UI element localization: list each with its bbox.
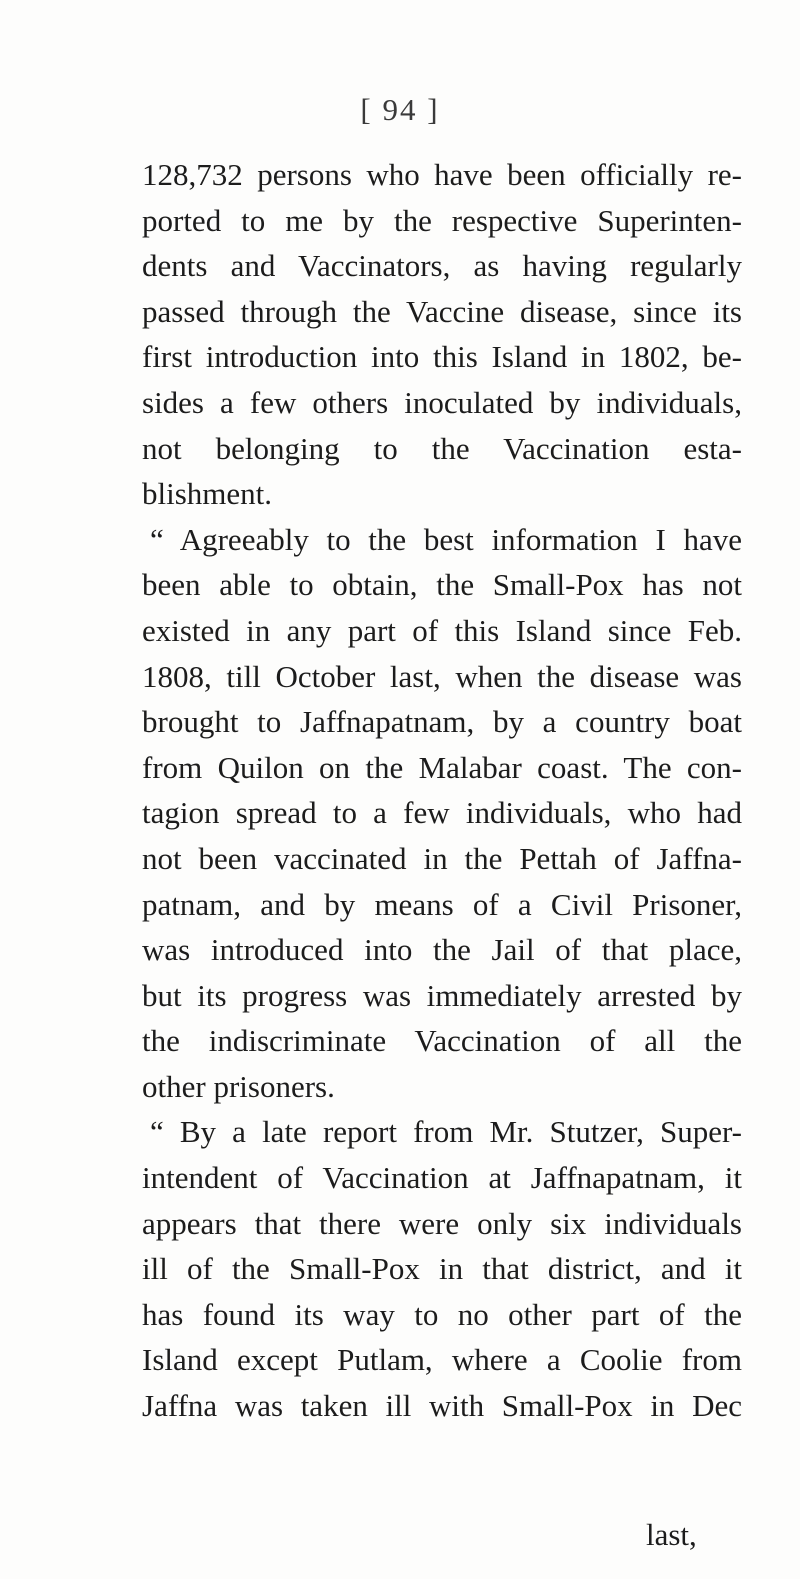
- text-line: appears that there were only six individuals: [142, 1205, 742, 1241]
- text-line: 1808, till October last, when the disease was: [142, 658, 742, 694]
- text-line: sides a few others inoculated by individuals,: [142, 384, 742, 420]
- text-line: ported to me by the respective Superinten-: [142, 202, 742, 238]
- text-line: been able to obtain, the Small-Pox has not: [142, 567, 742, 603]
- text-line: 128,732 persons who have been officially re-: [142, 157, 742, 192]
- text-line: has found its way to no other part of the: [142, 1296, 742, 1332]
- text-line: but its progress was immediately arrested by: [142, 977, 742, 1013]
- text-line: the indiscriminate Vaccination of all the: [142, 1023, 742, 1059]
- text-line: patnam, and by means of a Civil Prisoner,: [142, 886, 742, 922]
- text-line: existed in any part of this Island since Feb.: [142, 612, 742, 648]
- text-line: brought to Jaffnapatnam, by a country boat: [142, 704, 742, 740]
- text-line: Jaffna was taken ill with Small-Pox in Dec: [142, 1388, 742, 1424]
- text-line: first introduction into this Island in 1802, be-: [142, 339, 742, 375]
- text-line: not belonging to the Vaccination esta-: [142, 430, 742, 466]
- text-line: dents and Vaccinators, as having regularly: [142, 248, 742, 284]
- text-line: tagion spread to a few individuals, who had: [142, 795, 742, 831]
- text-line: passed through the Vaccine disease, since its: [142, 293, 742, 329]
- body-text: [142, 152, 742, 1429]
- text-line: “ Agreeably to the best information I have: [150, 521, 742, 557]
- text-line: Island except Putlam, where a Coolie from: [142, 1342, 742, 1378]
- text-line: intendent of Vaccination at Jaffnapatnam, it: [142, 1160, 742, 1196]
- text-line: was introduced into the Jail of that place,: [142, 932, 742, 968]
- text-line: other prisoners.: [142, 1068, 335, 1104]
- text-line: ill of the Small-Pox in that district, and it: [142, 1251, 742, 1287]
- text-line: not been vaccinated in the Pettah of Jaffna-: [142, 840, 742, 876]
- text-line: “ By a late report from Mr. Stutzer, Super-: [150, 1114, 742, 1150]
- catchword: last,: [646, 1517, 697, 1552]
- page-number: [ 94 ]: [360, 92, 440, 127]
- text-line: from Quilon on the Malabar coast. The con-: [142, 749, 742, 785]
- text-line: blishment.: [142, 476, 273, 512]
